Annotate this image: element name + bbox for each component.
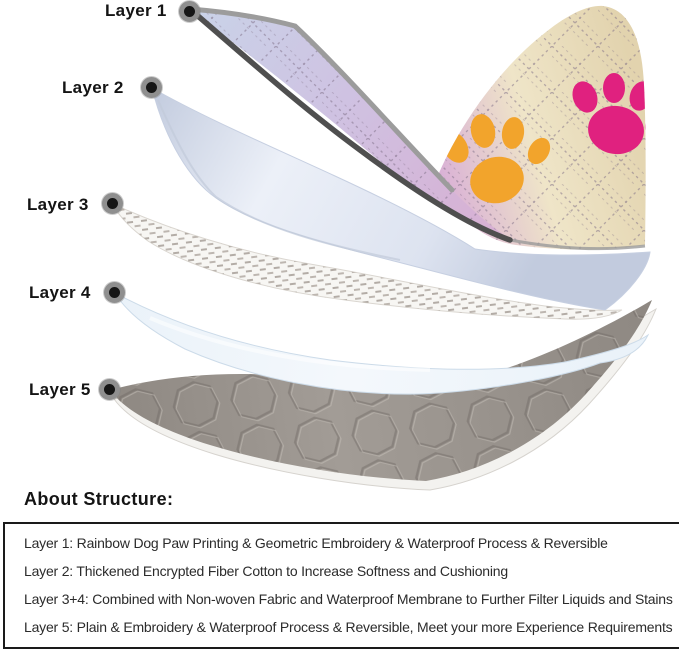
structure-notes-box xyxy=(3,522,679,649)
layer-4-label: Layer 4 xyxy=(29,283,91,302)
layer-5-marker xyxy=(99,379,120,400)
structure-note-layer-2: Layer 2: Thickened Encrypted Fiber Cotton to Increase Softness and Cushioning xyxy=(24,563,508,579)
structure-note-layer-5: Layer 5: Plain & Embroidery & Waterproof Process & Reversible, Meet your more Experience Requirements xyxy=(24,619,673,635)
structure-note-layer-1: Layer 1: Rainbow Dog Paw Printing & Geometric Embroidery & Waterproof Process & Reversible xyxy=(24,535,608,551)
layer-2-label: Layer 2 xyxy=(62,78,124,97)
layer-2-marker xyxy=(141,77,162,98)
layer-1-marker xyxy=(179,1,200,22)
about-structure-heading: About Structure: xyxy=(24,489,174,509)
layer-1-label: Layer 1 xyxy=(105,1,167,20)
layer-5-label: Layer 5 xyxy=(29,380,91,399)
layer-3-marker xyxy=(102,193,123,214)
structure-note-layer-3-4: Layer 3+4: Combined with Non-woven Fabric and Waterproof Membrane to Further Filter Liquids and Stains xyxy=(24,591,673,607)
layer-3-label: Layer 3 xyxy=(27,195,89,214)
layer-4-marker xyxy=(104,282,125,303)
